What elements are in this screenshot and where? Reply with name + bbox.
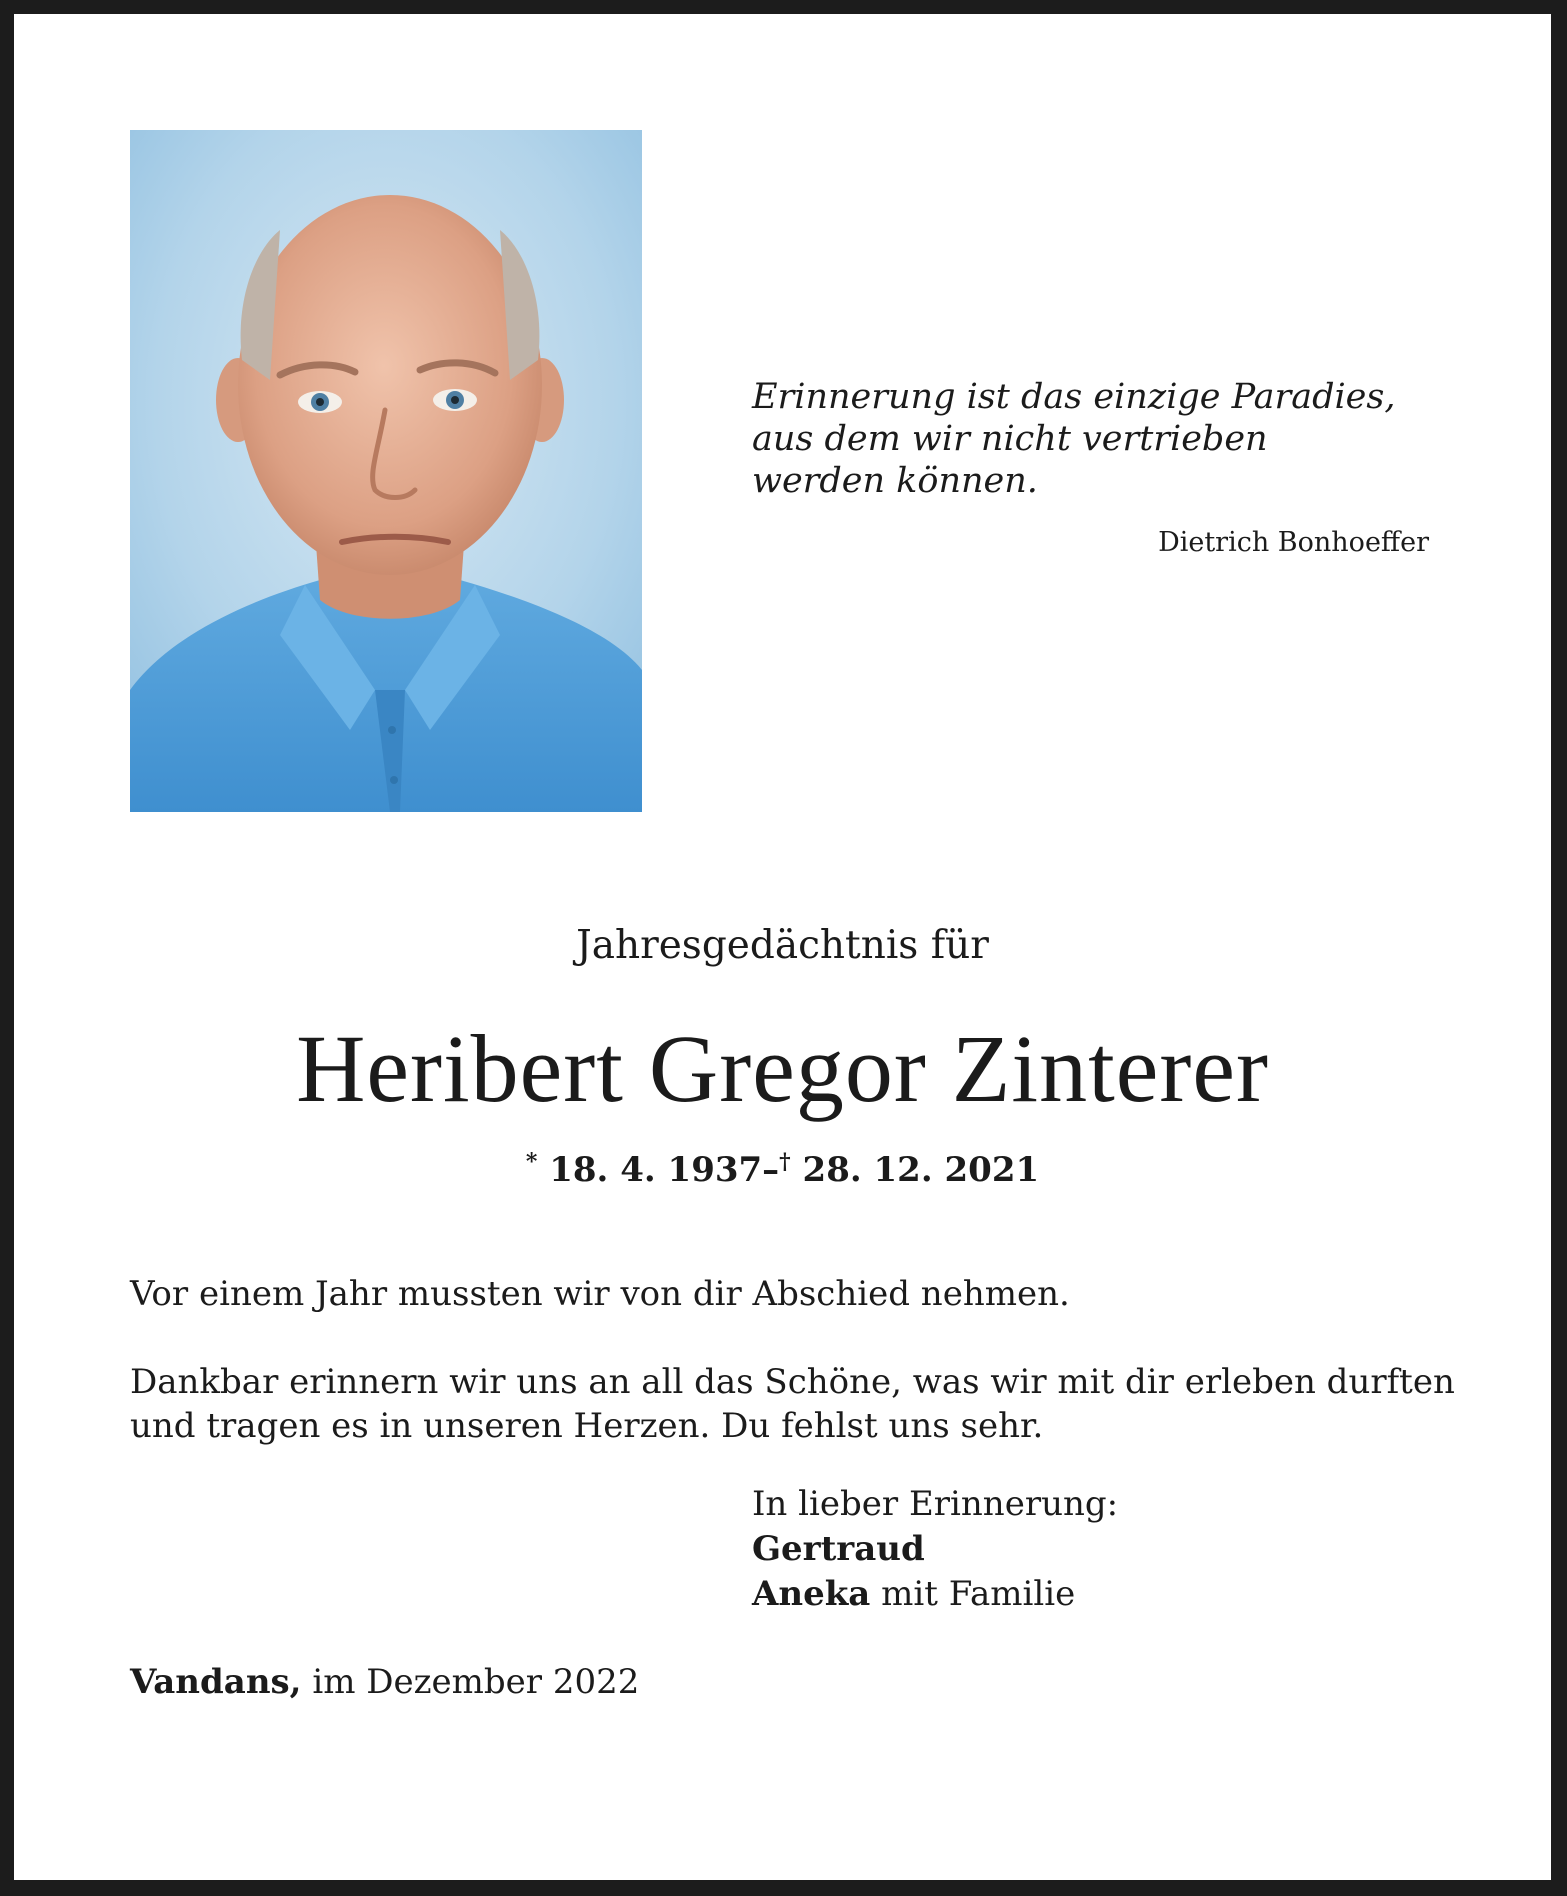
place-town: Vandans, [130, 1662, 302, 1702]
signature-block [752, 1482, 1118, 1617]
death-date: 28. 12. 2021 [802, 1150, 1040, 1190]
quote [752, 376, 1432, 502]
quote-author: Dietrich Bonhoeffer [1158, 527, 1429, 558]
signature-intro: In lieber Erinnerung: [752, 1484, 1119, 1524]
body-line: und tragen es in unseren Herzen. Du fehlst uns sehr. [130, 1406, 1044, 1446]
death-symbol: † [779, 1149, 791, 1175]
mourner [752, 1527, 1118, 1572]
place-date-text: im Dezember 2022 [301, 1662, 640, 1702]
mourner-suffix: mit Familie [870, 1574, 1076, 1614]
body-line: Dankbar erinnern wir uns an all das Schöne, was wir mit dir erleben durften [130, 1362, 1455, 1402]
life-dates [14, 1148, 1551, 1192]
place-date [130, 1660, 639, 1704]
quote-line: Erinnerung ist das einzige Paradies, [752, 377, 1396, 417]
memorial-intro: Jahresgedächtnis für [576, 923, 989, 968]
portrait-photo-icon [130, 130, 642, 812]
birth-date: 18. 4. 1937 [549, 1150, 763, 1190]
quote-line: aus dem wir nicht vertrieben [752, 419, 1268, 459]
body-paragraph-1: Vor einem Jahr mussten wir von dir Abschied nehmen. [130, 1274, 1070, 1314]
portrait-photo [130, 130, 642, 812]
mourner-name: Aneka [752, 1574, 871, 1614]
birth-symbol: * [525, 1149, 538, 1175]
quote-line: werden können. [752, 461, 1038, 501]
deceased-name: Heribert Gregor Zinterer [296, 1015, 1269, 1122]
mourner [752, 1572, 1118, 1617]
body-paragraph-2 [130, 1360, 1460, 1448]
date-separator: – [762, 1150, 780, 1190]
mourner-name: Gertraud [752, 1529, 925, 1569]
